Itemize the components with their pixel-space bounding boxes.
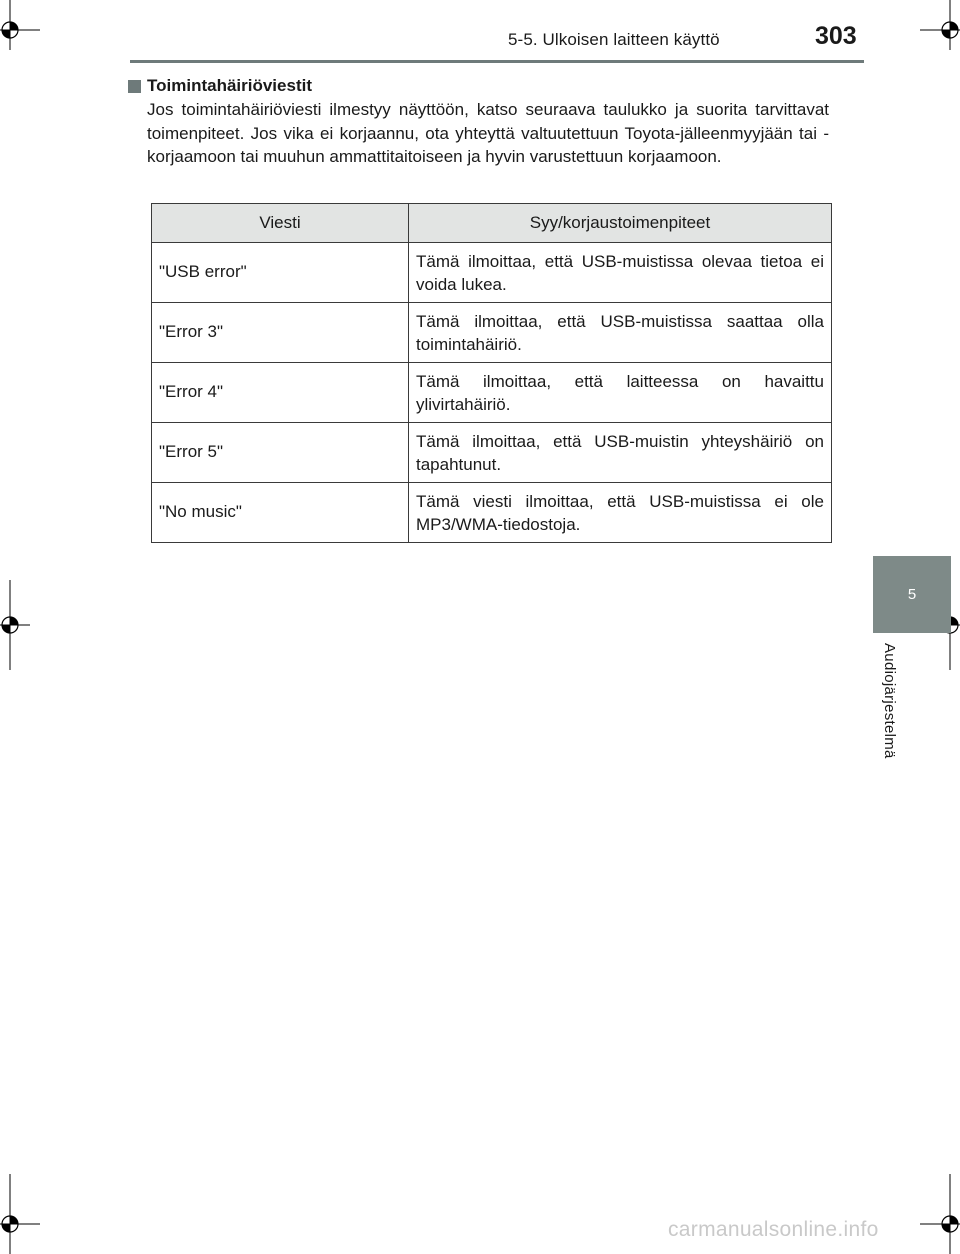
header-rule — [130, 60, 864, 63]
crop-mark-top-left — [0, 0, 40, 50]
table-cell-cause: Tämä ilmoittaa, että USB-muistissa saattaa olla toimintahäiriö. — [409, 303, 832, 363]
crop-mark-middle-left — [0, 580, 40, 670]
table-cell-message: "Error 4" — [152, 363, 409, 423]
table-header-row — [152, 204, 832, 243]
table-row — [152, 363, 832, 423]
table-row — [152, 303, 832, 363]
crop-mark-bottom-right — [920, 1174, 960, 1254]
table-cell-cause: Tämä ilmoittaa, että laitteessa on havaittu ylivirtahäiriö. — [409, 363, 832, 423]
chapter-tab-number: 5 — [873, 556, 951, 633]
intro-paragraph: Jos toimintahäiriöviesti ilmestyy näyttöön, katso seuraava taulukko ja suorita tarvittavat toimenpiteet. Jos vika ei korjaannu, ota yhteyttä valtuutettuun Toyota-jälleenmyyjään tai -korjaamoon tai muuhun ammattitaitoiseen ja hyvin varustettuun korjaamoon. — [147, 100, 829, 166]
chapter-tab-label: Audiojärjestelmä — [881, 643, 898, 759]
table-cell-cause: Tämä viesti ilmoittaa, että USB-muistissa ei ole MP3/WMA-tiedostoja. — [409, 483, 832, 543]
table-cell-message: "Error 5" — [152, 423, 409, 483]
table-row — [152, 423, 832, 483]
table-header-cause: Syy/korjaustoimenpiteet — [409, 204, 832, 243]
section-heading-text: Toimintahäiriöviestit — [147, 76, 312, 95]
square-bullet-icon — [128, 80, 141, 93]
table-cell-cause: Tämä ilmoittaa, että USB-muistissa olevaa tietoa ei voida lukea. — [409, 243, 832, 303]
crop-mark-top-right — [920, 0, 960, 50]
message-table — [151, 203, 832, 543]
table-cell-cause: Tämä ilmoittaa, että USB-muistin yhteyshäiriö on tapahtunut. — [409, 423, 832, 483]
table-row — [152, 483, 832, 543]
table-row — [152, 243, 832, 303]
table-header-message: Viesti — [152, 204, 409, 243]
table-cell-message: "No music" — [152, 483, 409, 543]
crop-mark-bottom-left — [0, 1174, 40, 1254]
watermark: carmanualsonline.info — [668, 1218, 879, 1241]
section-heading — [128, 76, 312, 96]
header-section-title: 5-5. Ulkoisen laitteen käyttö — [508, 30, 720, 49]
table-cell-message: "Error 3" — [152, 303, 409, 363]
table-cell-message: "USB error" — [152, 243, 409, 303]
page-number: 303 — [815, 22, 857, 50]
